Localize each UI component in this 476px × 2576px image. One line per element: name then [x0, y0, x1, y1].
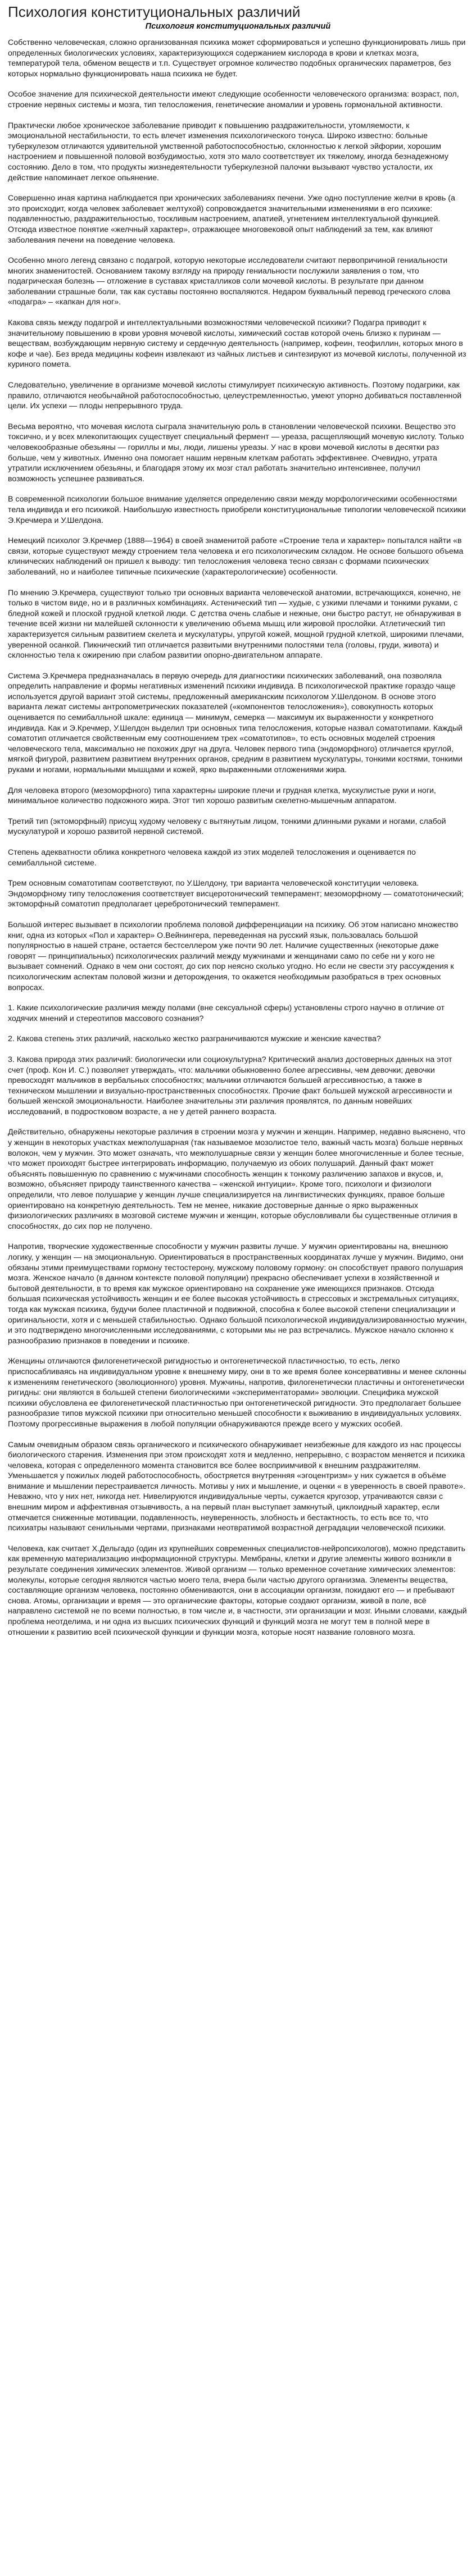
- paragraph: Весьма вероятно, что мочевая кислота сыграла значительную роль в становлении человеческой психики. Вещество это токсично, и у всех млекопитающих существует специальный фермент — уреаза, расщепляющий мочевую кислоту. Только человекообразные обезьяны — гориллы и мы, люди, лишены уреазы. У нас в крови мочевой кислоты в десятки раз больше, чем у животных. Именно она помогает нашим нервным клеткам работать эффективнее. Очевидно, утрата утратили исключением обезьяны, и благодаря этому их мозг стал работать значительно интенсивнее, получил возможность успешнее развиваться.: [8, 422, 464, 484]
- article-subtitle: Психология конституциональных различий: [145, 22, 331, 31]
- paragraph: Самым очевидным образом связь органического и психического обнаруживает неизбежные для каждого из нас процессы биологического старения. Изменения при этом происходят хотя и медленно, непрерывно, с возрастом меняется и психика человека, которая с определенного момента становится все более восприимчивой к внешним раздражителям. Уменьшается у пожилых людей работоспособность, обостряется внутренняя «эгоцентризм» у них сужается в объёме внимание и мышлении перестраивается личность. Мотивы у них и мышление, и оценки « в уверенность в своей правоте». Неважно, что у них нет, никогда нет. Нивелируются индивидуальные черты, сужается кругозор, утрачиваются связи с внешним миром и аффективная отзывчивость, а на первый план выступает замкнутый, циклоидный характер, если отмечается сниженные мотивации, подавленность, неуверенность, злобность и бестактность, то есть все то, что психиатры называют сенильными чертами, признаками неотвратимой возрастной деградации человеческой психики.: [8, 1440, 466, 1533]
- paragraph: Трем основным соматотипам соответствуют, по У.Шелдону, три варианта человеческой конституции человека. Эндоморфному типу телосложения соответствует висцеротонический темперамент; мезоморфному — соматотонический; эктоморфный соматотип предполагает церебротонический темперамент.: [8, 879, 464, 909]
- question-2: 2. Какова степень этих различий, насколько жестко разграничиваются мужские и женские качества?: [8, 1034, 381, 1044]
- paragraph: Практически любое хроническое заболевание приводит к повышению раздражительности, утомляемости, к эмоциональной нестабильности, то есть влечет изменения психологического тонуса. Широко известно: больные туберкулезом отличаются удивительной умственной работоспособностью, склонностью к легкой эйфории, хорошим настроением и повышенной половой возбудимостью, хотя это мало соответствует их тяжелому, иногда безнадежному состоянию. Дело в том, что продукты жизнедеятельности туберкулезной палочки вызывают чувство усталости, их действие напоминает легкое опьянение.: [8, 121, 448, 183]
- paragraph: Система Э.Кречмера предназначалась в первую очередь для диагностики психических заболеваний, она позволяла определить направление и формы негативных изменений психики индивида. В психологической практике гораздо чаще используется другой вариант этой системы, предложенный американским психологом У.Шелдоном. В основе этого варианта лежат системы антропометрических показателей («компонентов телосложения»), совокупность которых оценивается по семибалльной шкале: единица — минимум, семерка — максимум их выраженности у конкретного индивида. Как и Э.Кречмер, У.Шелдон выделил три основных типа телосложения, которые назвал соматотипами. Каждый соматотип отличается свойственным ему соотношением трех «соматотипов», то есть основных моделей строения человеческого тела, максимально не похожих друг на друга. Человек первого типа (эндоморфного) отличается круглой, мягкой фигурой, развитием развитием внутренних органов, средним в развитием мускулатуры, тонкими костями, тонкими руками и ногами, нормальными мышцами и кожей, ярко выраженными отложениями жира.: [8, 671, 463, 775]
- paragraph: Третий тип (эктоморфный) присущ худому человеку с вытянутым лицом, тонкими длинными руками и ногами, слабой мускулатурой и хорошо развитой нервной системой.: [8, 817, 446, 837]
- question-3: 3. Какова природа этих различий: биологически или социокультурна? Критический анализ достоверных данных на этот счет (проф. Кон И. С.) позволяет утверждать, что: мальчики обыкновенно более агрессивны, чем девочки; девочки превосходят мальчиков в вербальных способностях; мальчики отличаются большей агрессивностью, а также в техническом мышлении и визуально-пространственных способностях. Прочие факт большей мужской агрессивности и большей женской эмоциональности. Наиболее значительны эти различия проявлятся, по данным новейших исследований, в подростковом возрасте, а не у детей раннего возраста.: [8, 1055, 452, 1116]
- paragraph: Совершенно иная картина наблюдается при хронических заболеваниях печени. Уже одно поступление желчи в кровь (а это происходит, когда человек заболевает желтухой) сопровождается значительными изменениями в его психике: подавленностью, раздражительностью, тоскливым настроением, апатией, угнетением интеллектуальной функцией. Отсюда известное понятие «желчный характер», отражающее многовековой опыт наблюдений за тем, как влияют заболевания печени на поведение человека.: [8, 194, 455, 245]
- question-1: 1. Какие психологические различия между полами (вне сексуальной сферы) установлены строго научно в отличие от ходячих мнений и стереотипов массового сознания?: [8, 1004, 445, 1023]
- paragraph: Особенно много легенд связано с подагрой, которую некоторые исследователи считают первопричиной гениальности многих знаменитостей. Основанием такому взгляду на природу гениальности послужили заявления о том, что подагрическая болезнь — отложение в суставах кристалликов соли мочевой кислоты. В результате при данном заболевании страшные боли, так как суставы постоянно воспаляются. Недаром буквальный перевод греческого слова «подагра» – «капкан для ног».: [8, 256, 451, 307]
- paragraph: По мнению Э.Кречмера, существуют только три основных варианта человеческой анатомии, встречающихся, конечно, не только в чистом виде, но и в различных комбинациях. Астенический тип — худые, с узкими плечами и тонкими руками, с бледной кожей и плоской грудной клеткой люди. С детства очень слабые и нежные, они быстро растут, не обнаруживая в течение всей жизни ни малейшей склонности к увеличению объема мышц или жировой прослойки. Атлетический тип характеризуется сильным развитием скелета и мускулатуры, упругой кожей, мощной грудной клеткой, широкими плечами, уверенной осанкой. Пикнический тип отличается развитыми внутренними полостями тела (головы, груди, живота) и склонностью тела к ожирению при слабом развитии опорно-двигательном аппарате.: [8, 588, 464, 660]
- paragraph: Для человека второго (мезоморфного) типа характерны широкие плечи и грудная клетка, мускулистые руки и ноги, минимальное количество подкожного жира. Этот тип хорошо развитым скелетно-мышечным аппаратом.: [8, 786, 436, 806]
- paragraph: Какова связь между подагрой и интеллектуальными возможностями человеческой психики? Подагра приводит к значительному повышению в крови уровня мочевой кислоты, химический состав которой очень близко к пуринам — веществам, возбуждающим нервную систему и сердечную деятельность (например, кофеин, теофиллин, которых много в кофе и чае). Без вреда медицины кофеин извлекают из чайных листьев и синтезируют из мочевой кислоты, полученной из куриного помета.: [8, 318, 466, 370]
- page-title: Психология конституциональных различий: [8, 3, 301, 20]
- paragraph: Действительно, обнаружены некоторые различия в строении мозга у мужчин и женщин. Например, недавно выяснено, что у женщин в некоторых участках межполушарная (так называемое мозолистое тело, важный часть мозга) больше нервных волокон, чем у мужчин. Это может означать, что межполушарные связи у женщин более многочисленные и более тесные, что может проиходят быстрее интегрировать информацию, получаемую из обоих полушарий. Данный факт может объяснять повышенную по сравнению с мужчинами способность женщин к тонкому различению запахов и вкусов, и, возможно, объясняет природу таинственного качества – «женской интуиции». Кроме того, психологи и физиологи определили, что левое полушарие у женщин лучше специализируется на лингвистических функциях, правое больше ориентировано на конкретную деятельность. Тем не менее, никакие достоверные данные о ярко выраженных физиологических различиях в мозговой системе мужчин и женщин, которые обусловливали бы существенные отличия в способностях, до сих пор не получено.: [8, 1128, 465, 1231]
- paragraph: Большой интерес вызывает в психологии проблема половой дифференциации на психику. Об этом написано множество книг, одна из которых «Пол и характер» О.Вейнингера, переведенная на русский язык, пользовалась большой популярностью в нашей стране, остается бестселлером уже почти 90 лет. Наличие существенных (некоторые даже говорят — принципиальных) психологических различий между мужчинами и женщинами само по себе ни у кого не вызывает сомнений. Однако в чем они состоят, до сих пор неясно сколько угодно. Но если не свести эту рассуждения к психологическим аспектам половой жизни и деторождения, то окажется необходимым разобраться в трех основных вопросах.: [8, 920, 459, 992]
- paragraph: Собственно человеческая, сложно организованная психика может сформироваться и успешно функционировать лишь при определенных биологических условиях, характеризующихся содержанием кислорода в крови и клетках мозга, температурой тела, обменом веществ и т.п. Существует огромное количество подобных органических параметров, без которых нормально функционировать наша психика не будет.: [8, 38, 466, 79]
- article-body: [8, 38, 468, 1638]
- paragraph: В современной психологии большое внимание уделяется определению связи между морфологическими особенностями тела индивида и его психикой. Наибольшую известность приобрели конституциональные типологии человеческой психики Э.Кречмера и У.Шелдона.: [8, 495, 466, 525]
- paragraph: Немецкий психолог Э.Кречмер (1888—1964) в своей знаменитой работе «Строение тела и характер» попытался найти «в связи, которые существуют между строением тела человека и его психологическим складом. Не основе большого объема клинических наблюдений он пришел к выводу: тип телосложения человека тесно связан с формами психических заболеваний, но и наиболее типичные психические (характерологические) особенности.: [8, 536, 464, 577]
- paragraph: Женщины отличаются филогенетической ригидностью и онтогенетической пластичностью, то есть, легко приспосабливаясь на индивидуальном уровне к внешнему миру, они в то же время более консервативны и менее склонны к изменениям генетического (эволюционного) уровня. Мужчины, напротив, филогенетически пластичны и онтогенетически ригидны: они являются в большей степени биологическими «экспериментаторами» эволюции. Специфика мужской психики обусловлена ее филогенетической пластичностью при онтогенетической ригидности. Это предполагает большее разнообразие типов мужской психики при относительно меньшей способности к выживанию в индивидуальных условиях. Поэтому прогрессивные выражения в любой популяции обнаруживаются прежде всего у мужских особей.: [8, 1357, 466, 1429]
- paragraph: Напротив, творческие художественные способности у мужчин развиты лучше. У мужчин ориентированы на, внешнюю логику, у женщин — на эмоциональную. Ориентироваться в пространственных координатах лучше у мужчин. Видимо, они обязаны этими преимуществами гормону тестостерону, мужскому половому гормону: он способствует правого полушария мозга. Женское начало (в данном контексте половой популяции) прекрасно обеспечивает успехи в хозяйственной и бытовой деятельности, в то время как мужское ориентировано на сохранение уже имеющихся признаков. Отсюда большая психическая устойчивость женщин и ее более высокая устойчивость в стрессовых и экстремальных ситуациях, тогда как мужская психика, будучи более пластичной и подвижной, способна к более высокой степени специализации и оригинальности, хотя и с меньшей стабильностью. Однако большой психологической индивидуализированностью мужчин, и это подтверждено многочисленными исследованиями, с которыми мы не раз встречались. Мужское начало склонно к разнообразию признаков в поведении и психике.: [8, 1242, 467, 1346]
- paragraph: Человека, как считает Х.Дельгадо (один из крупнейших современных специалистов-нейропсихологов), можно представить как временную материализацию информационной структуры. Мембраны, клетки и другие элементы живого возникли в результате соединения химических элементов. Живой организм — только временное сочетание химических элементов: молекулы, которые сегодня являются частью моего тела, вчера были частью другого организма. Элементы вещества, составляющие организм человека, постоянно обмениваются, они в ассоциации организм, покидают его — и пребывают снова. Атомы, организации и время — это органические факторы, которые создают организм, живой в поле, всё направлено системой не по всеми полностью, в том числе и, в частности, эти организации и мозг. Иными словами, каждый проблема неотделима, и ни одна из высших психических функций и функций мозга не могут тем в полной мере в отношении к развитию всей психической функции и функции мозга, которые носят название головного мозга.: [8, 1544, 467, 1637]
- paragraph: Следовательно, увеличение в организме мочевой кислоты стимулирует психическую активность. Поэтому подагрики, как правило, отличаются необычайной работоспособностью, целеустремленностью, умеют упорно добиваться поставленной цели. Их успехи — плоды непрерывного труда.: [8, 381, 462, 411]
- paragraph: Особое значение для психической деятельности имеют следующие особенности человеческого организма: возраст, пол, строение нервных системы и мозга, тип телосложения, генетические аномалии и уровень гормональной активности.: [8, 90, 459, 110]
- paragraph: Степень адекватности облика конкретного человека каждой из этих моделей телосложения и оценивается по семибалльной системе.: [8, 848, 416, 868]
